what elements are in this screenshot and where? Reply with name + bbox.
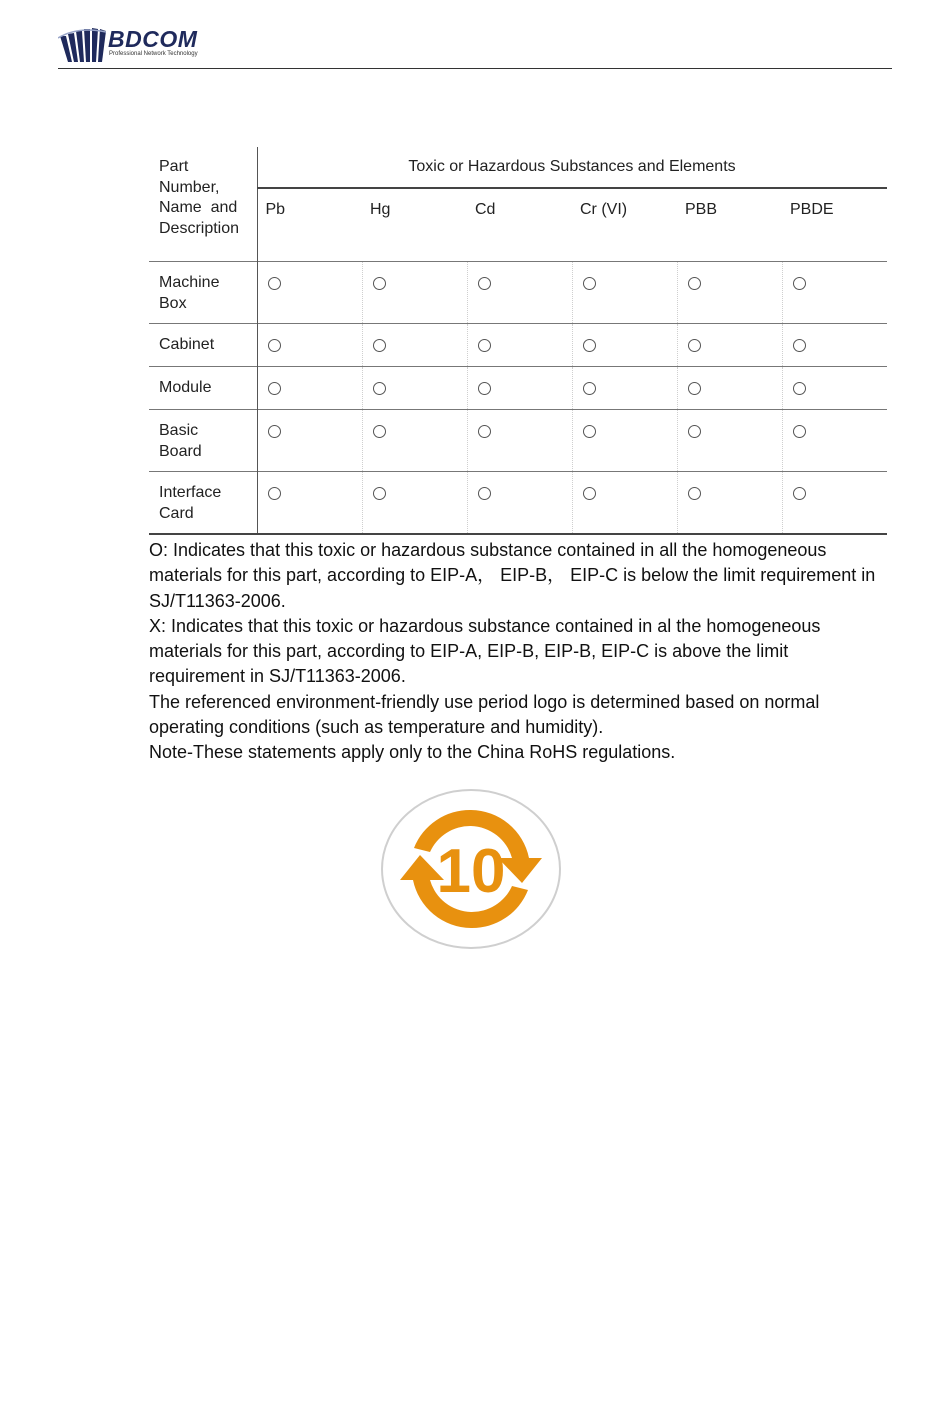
compliant-circle-icon [373,277,386,290]
compliant-circle-icon [268,339,281,352]
compliant-circle-icon [268,277,281,290]
mark-cell [467,410,572,472]
part-name-line: Board [159,442,202,460]
mark-cell [782,262,887,324]
substance-header-hg: Hg [370,201,391,218]
note-use-period: The referenced environment-friendly use period logo is determined based on normal operating conditions (such as temperature and humidity). [149,691,820,738]
mark-cell [257,410,362,472]
mark-cell [362,367,467,410]
compliant-circle-icon [793,425,806,438]
mark-cell [677,410,782,472]
table-row [149,262,887,324]
part-name-line: Module [159,379,212,396]
mark-cell [782,367,887,410]
table-header-row [149,147,887,188]
compliant-circle-icon [478,339,491,352]
mark-cell [782,410,887,472]
part-header-line: Part [159,158,189,175]
compliant-circle-icon [688,382,701,395]
part-name-cell [149,367,257,410]
compliant-circle-icon [793,487,806,500]
compliant-circle-icon [583,339,596,352]
mark-cell [467,367,572,410]
mark-cell [467,472,572,534]
part-header-line: Number, [159,178,220,196]
mark-cell [362,410,467,472]
compliant-circle-icon [478,277,491,290]
compliant-circle-icon [373,382,386,395]
mark-cell [257,324,362,367]
part-name-line: Interface [159,484,222,501]
note-o-definition: O: Indicates that this toxic or hazardous substance contained in all the homogeneous materials for this part, according to EIP-A， EIP-B， EIP-C is below the limit requirement in SJ/T11363-2006. [149,540,876,611]
compliant-circle-icon [478,425,491,438]
compliant-circle-icon [373,339,386,352]
part-header-line: Description [159,219,240,237]
compliant-circle-icon [583,487,596,500]
substance-header-crvi: Cr (VI) [580,201,628,218]
rohs-notes [149,538,889,766]
compliant-circle-icon [478,382,491,395]
compliant-circle-icon [268,487,281,500]
part-name-line: Basic [159,422,199,439]
substance-header-row [149,188,887,262]
mark-cell [677,262,782,324]
page-header [0,0,950,72]
table-row [149,472,887,534]
compliant-circle-icon [793,382,806,395]
part-name-cell [149,410,257,472]
compliant-circle-icon [688,339,701,352]
part-column-header [149,147,257,262]
part-header-line: Name and [159,199,238,216]
mark-cell [467,324,572,367]
compliant-circle-icon [688,277,701,290]
mark-cell [677,367,782,410]
mark-cell [362,472,467,534]
part-name-cell [149,262,257,324]
mark-cell [257,262,362,324]
substances-group-header: Toxic or Hazardous Substances and Elements [257,147,887,188]
mark-cell [257,367,362,410]
part-name-cell [149,472,257,534]
use-period-number: 10 [436,837,506,906]
compliant-circle-icon [268,425,281,438]
compliant-circle-icon [793,339,806,352]
mark-cell [257,472,362,534]
compliant-circle-icon [478,487,491,500]
part-name-cell [149,324,257,367]
compliant-circle-icon [373,487,386,500]
mark-cell [572,410,677,472]
mark-cell [572,324,677,367]
compliant-circle-icon [583,277,596,290]
mark-cell [782,324,887,367]
part-name-line: Machine [159,274,220,291]
substance-header-cd: Cd [475,201,496,218]
bdcom-logo-icon [58,26,106,64]
compliant-circle-icon [373,425,386,438]
mark-cell [467,262,572,324]
substance-header-pb: Pb [265,201,286,218]
mark-cell [677,472,782,534]
mark-cell [362,324,467,367]
brand-tagline: Professional Network Technology [109,51,198,57]
mark-cell [572,367,677,410]
part-name-line: Cabinet [159,336,215,353]
part-name-line: Card [159,504,194,522]
mark-cell [362,262,467,324]
compliant-circle-icon [688,487,701,500]
brand-name: BDCOM [108,26,198,52]
table-row [149,410,887,472]
mark-cell [572,472,677,534]
mark-cell [677,324,782,367]
substance-header-pbde: PBDE [790,201,834,218]
compliant-circle-icon [583,425,596,438]
compliant-circle-icon [583,382,596,395]
mark-cell [572,262,677,324]
table-row [149,324,887,367]
compliant-circle-icon [793,277,806,290]
part-name-line: Box [159,294,187,312]
hazardous-substances-table [149,147,887,535]
environment-friendly-use-period-icon [380,788,562,950]
note-x-definition: X: Indicates that this toxic or hazardous substance contained in al the homogeneous materials for this part, according to EIP-A, EIP-B, EIP-B, EIP-C is above the limit requirement in SJ/T11363-2006. [149,615,821,687]
substance-header-pbb: PBB [685,201,718,218]
table-row [149,367,887,410]
note-china-rohs: Note-These statements apply only to the China RoHS regulations. [149,742,676,763]
mark-cell [782,472,887,534]
compliant-circle-icon [268,382,281,395]
header-divider [58,68,892,69]
compliant-circle-icon [688,425,701,438]
